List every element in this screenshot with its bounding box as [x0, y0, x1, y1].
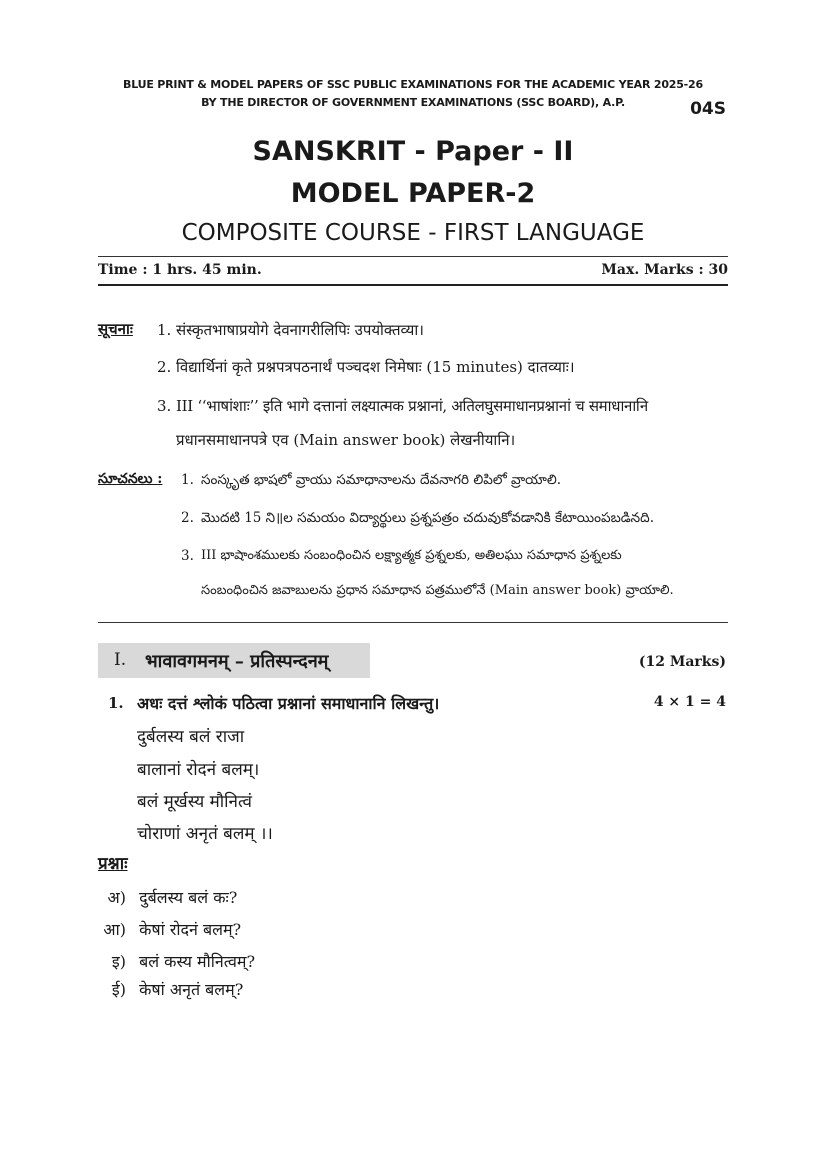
telugu-instructions-label: సూచనలు : [98, 471, 163, 487]
sub-question-marker: ई) [111, 980, 126, 999]
course-title: COMPOSITE COURSE - FIRST LANGUAGE [181, 220, 645, 246]
max-marks-label: Max. Marks : 30 [601, 262, 728, 278]
header-line-2: BY THE DIRECTOR OF GOVERNMENT EXAMINATIONS (SSC BOARD), A.P. [201, 96, 625, 109]
instruction-text-continued: प्रधानसमाधानपत्रे एव (Main answer book) लेखनीयानि। [176, 431, 516, 449]
shloka-line: चोराणां अनृतं बलम् ।। [137, 824, 273, 844]
section-title: भावावगमनम् – प्रतिस्पन्दनम् [145, 651, 329, 672]
paper-code: 04S [690, 99, 726, 119]
shloka-line: दुर्बलस्य बलं राजा [137, 727, 245, 747]
sub-question [98, 886, 237, 908]
instruction-number: 2. [157, 358, 172, 376]
instruction-text: సంస్కృత భాషలో వ్రాయు సమాధానాలను దేవనాగరి లిపిలో వ్రాయాలి. [201, 472, 562, 488]
top-rule [98, 256, 728, 257]
question-number: 1. [108, 694, 124, 712]
instruction-text-continued: సంబంధించిన జవాబులను ప్రధాన సమాధాన పత్రములోనే (Main answer book) వ్రాయాలి. [201, 583, 674, 598]
sanskrit-instructions-label: सूचनाः [98, 320, 133, 338]
sub-question-marker: इ) [111, 952, 126, 971]
instruction-number: 1. [181, 472, 194, 488]
question-text: अधः दत्तं श्लोकं पठित्वा प्रश्नानां समाधानानि लिखन्तु। [137, 694, 440, 713]
instruction-text: विद्यार्थिनां कृते प्रश्नपत्रपठनार्थं पञ्चदश निमेषाः (15 minutes) दातव्याः। [176, 358, 575, 376]
sub-question [98, 918, 241, 940]
instruction-number: 1. [157, 321, 172, 339]
section-marks: (12 Marks) [638, 654, 726, 670]
questions-label: प्रश्नाः [98, 854, 128, 874]
paper-title: MODEL PAPER-2 [290, 178, 536, 209]
sub-question-text: केषां अनृतं बलम्? [139, 980, 244, 999]
header-line-1: BLUE PRINT & MODEL PAPERS OF SSC PUBLIC EXAMINATIONS FOR THE ACADEMIC YEAR 2025-26 [123, 78, 703, 91]
instruction-number: 2. [181, 510, 194, 526]
meta-rule [98, 284, 728, 286]
instruction-number: 3. [157, 397, 172, 415]
instruction-text: III భాషాంశములకు సంబంధించిన లక్ష్యాత్మక ప్రశ్నలకు, అతిలఘు సమాధాన ప్రశ్నలకు [201, 548, 622, 563]
sub-question [98, 978, 243, 1000]
instructions-rule [98, 622, 728, 623]
instruction-text: संस्कृतभाषाप्रयोगे देवनागरीलिपिः उपयोक्तव्या। [176, 321, 424, 339]
sub-question-text: दुर्बलस्य बलं कः? [139, 888, 238, 907]
sub-question-marker: अ) [107, 888, 126, 907]
question-marks: 4 × 1 = 4 [653, 694, 726, 710]
sub-question-marker: आ) [103, 920, 126, 939]
sub-question [98, 950, 255, 972]
instruction-text: మొదటి 15 ని॥ల సమయం విద్యార్థులు ప్రశ్నపత్రం చదువుకోవడానికి కేటాయింపబడినది. [201, 510, 654, 526]
instruction-text: III ‘‘भाषांशाः’’ इति भागे दत्तानां लक्ष्यात्मक प्रश्नानां, अतिलघुसमाधानप्रश्नानां च समाधानानि [176, 397, 648, 415]
sub-question-text: बलं कस्य मौनित्वम्? [139, 952, 256, 971]
time-label: Time : 1 hrs. 45 min. [98, 262, 262, 278]
section-number: I. [114, 650, 127, 670]
instruction-number: 3. [181, 548, 194, 564]
shloka-line: बलं मूर्खस्य मौनित्वं [137, 792, 252, 812]
subject-title: SANSKRIT - Paper - II [252, 136, 574, 167]
sub-question-text: केषां रोदनं बलम्? [139, 920, 242, 939]
shloka-line: बालानां रोदनं बलम्। [137, 760, 260, 780]
